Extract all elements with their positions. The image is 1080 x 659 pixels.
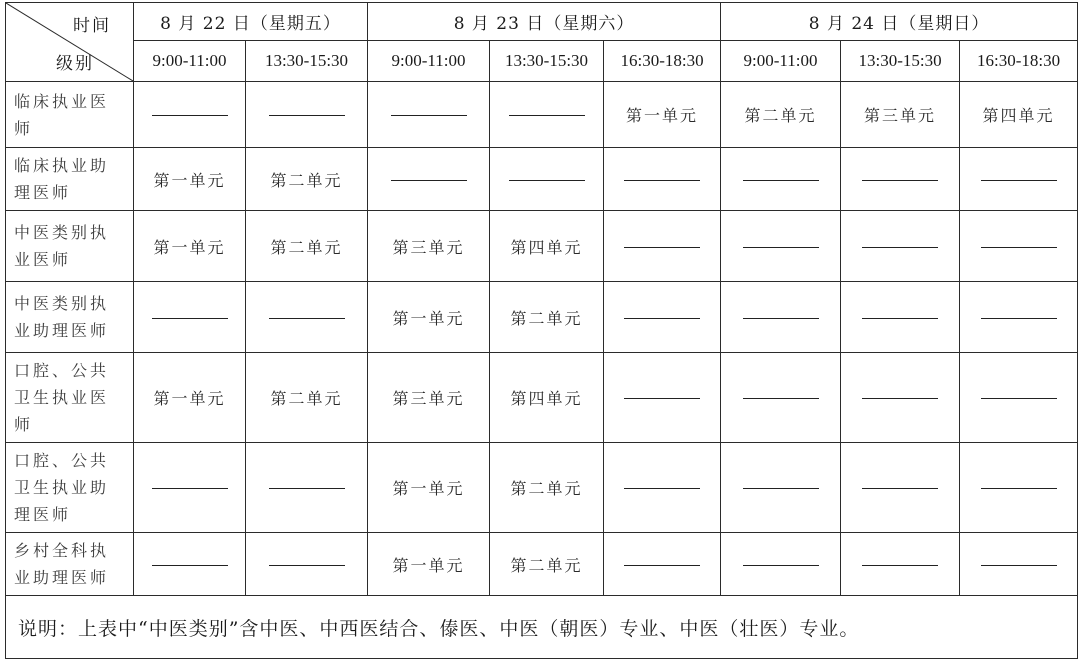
- no-session-dash: [743, 398, 819, 399]
- date-header-row: [6, 3, 1078, 41]
- empty-session-cell: [134, 82, 246, 148]
- empty-session-cell: [960, 353, 1078, 443]
- no-session-dash: [743, 565, 819, 566]
- session-cell: 第二单元: [490, 533, 604, 596]
- table-row: [6, 443, 1078, 533]
- no-session-dash: [743, 247, 819, 248]
- session-cell: 第四单元: [490, 353, 604, 443]
- table-row: [6, 533, 1078, 596]
- no-session-dash: [391, 180, 467, 181]
- empty-session-cell: [841, 443, 960, 533]
- table-row: [6, 211, 1078, 282]
- no-session-dash: [269, 115, 345, 116]
- note-text: 说明：上表中“中医类别”含中医、中西医结合、傣医、中医（朝医）专业、中医（壮医）专业。: [6, 596, 1078, 659]
- empty-session-cell: [960, 211, 1078, 282]
- no-session-dash: [624, 247, 700, 248]
- session-cell: 第二单元: [490, 282, 604, 353]
- empty-session-cell: [246, 282, 368, 353]
- level-cell: 中医类别执业医师: [6, 211, 134, 282]
- session-cell: 第二单元: [246, 211, 368, 282]
- level-cell: 临床执业医师: [6, 82, 134, 148]
- empty-session-cell: [368, 82, 490, 148]
- time-slot: 13:30-15:30: [841, 41, 960, 82]
- empty-session-cell: [960, 443, 1078, 533]
- corner-header: [6, 3, 134, 82]
- empty-session-cell: [721, 443, 841, 533]
- no-session-dash: [509, 180, 585, 181]
- no-session-dash: [269, 488, 345, 489]
- note-row: [6, 596, 1078, 659]
- time-slot: 9:00-11:00: [368, 41, 490, 82]
- no-session-dash: [269, 565, 345, 566]
- no-session-dash: [981, 318, 1057, 319]
- no-session-dash: [862, 180, 938, 181]
- empty-session-cell: [490, 82, 604, 148]
- empty-session-cell: [841, 211, 960, 282]
- corner-time-label: 时间: [73, 16, 111, 36]
- no-session-dash: [862, 565, 938, 566]
- no-session-dash: [981, 565, 1057, 566]
- table-row: [6, 282, 1078, 353]
- table-row: [6, 353, 1078, 443]
- session-cell: 第三单元: [841, 82, 960, 148]
- session-cell: 第二单元: [246, 353, 368, 443]
- no-session-dash: [862, 398, 938, 399]
- no-session-dash: [391, 115, 467, 116]
- level-cell: 中医类别执业助理医师: [6, 282, 134, 353]
- empty-session-cell: [960, 148, 1078, 211]
- empty-session-cell: [490, 148, 604, 211]
- empty-session-cell: [960, 533, 1078, 596]
- time-slot: 13:30-15:30: [490, 41, 604, 82]
- empty-session-cell: [721, 353, 841, 443]
- no-session-dash: [624, 565, 700, 566]
- no-session-dash: [624, 488, 700, 489]
- no-session-dash: [269, 318, 345, 319]
- session-cell: 第三单元: [368, 353, 490, 443]
- no-session-dash: [981, 247, 1057, 248]
- no-session-dash: [981, 398, 1057, 399]
- empty-session-cell: [604, 282, 721, 353]
- table-row: [6, 148, 1078, 211]
- empty-session-cell: [841, 353, 960, 443]
- session-cell: 第一单元: [368, 533, 490, 596]
- session-cell: 第一单元: [368, 282, 490, 353]
- empty-session-cell: [134, 282, 246, 353]
- time-slot: 9:00-11:00: [134, 41, 246, 82]
- no-session-dash: [743, 318, 819, 319]
- session-cell: 第二单元: [721, 82, 841, 148]
- empty-session-cell: [841, 148, 960, 211]
- date-header-aug24: 8 月 24 日（星期日）: [721, 3, 1078, 41]
- no-session-dash: [862, 488, 938, 489]
- empty-session-cell: [721, 282, 841, 353]
- session-cell: 第三单元: [368, 211, 490, 282]
- empty-session-cell: [960, 282, 1078, 353]
- session-cell: 第四单元: [490, 211, 604, 282]
- empty-session-cell: [841, 533, 960, 596]
- no-session-dash: [152, 115, 228, 116]
- empty-session-cell: [134, 443, 246, 533]
- date-header-aug22: 8 月 22 日（星期五）: [134, 3, 368, 41]
- no-session-dash: [152, 565, 228, 566]
- no-session-dash: [624, 180, 700, 181]
- empty-session-cell: [721, 148, 841, 211]
- empty-session-cell: [246, 533, 368, 596]
- level-cell: 口腔、公共卫生执业医师: [6, 353, 134, 443]
- time-slot: 13:30-15:30: [246, 41, 368, 82]
- empty-session-cell: [246, 82, 368, 148]
- empty-session-cell: [841, 282, 960, 353]
- session-cell: 第一单元: [604, 82, 721, 148]
- empty-session-cell: [721, 533, 841, 596]
- no-session-dash: [743, 180, 819, 181]
- corner-level-label: 级别: [56, 54, 94, 74]
- empty-session-cell: [604, 148, 721, 211]
- session-cell: 第四单元: [960, 82, 1078, 148]
- exam-schedule-table: [5, 2, 1078, 659]
- no-session-dash: [981, 488, 1057, 489]
- empty-session-cell: [246, 443, 368, 533]
- no-session-dash: [862, 247, 938, 248]
- level-cell: 口腔、公共卫生执业助理医师: [6, 443, 134, 533]
- empty-session-cell: [721, 211, 841, 282]
- session-cell: 第一单元: [368, 443, 490, 533]
- empty-session-cell: [604, 353, 721, 443]
- empty-session-cell: [368, 148, 490, 211]
- no-session-dash: [509, 115, 585, 116]
- session-cell: 第一单元: [134, 148, 246, 211]
- table-row: [6, 82, 1078, 148]
- session-cell: 第一单元: [134, 211, 246, 282]
- session-cell: 第一单元: [134, 353, 246, 443]
- empty-session-cell: [604, 443, 721, 533]
- no-session-dash: [862, 318, 938, 319]
- empty-session-cell: [134, 533, 246, 596]
- no-session-dash: [981, 180, 1057, 181]
- session-cell: 第二单元: [246, 148, 368, 211]
- no-session-dash: [152, 318, 228, 319]
- level-cell: 临床执业助理医师: [6, 148, 134, 211]
- level-cell: 乡村全科执业助理医师: [6, 533, 134, 596]
- time-slot: 16:30-18:30: [604, 41, 721, 82]
- date-header-aug23: 8 月 23 日（星期六）: [368, 3, 721, 41]
- time-slot: 16:30-18:30: [960, 41, 1078, 82]
- empty-session-cell: [604, 211, 721, 282]
- time-slot: 9:00-11:00: [721, 41, 841, 82]
- schedule-body: [6, 82, 1078, 596]
- no-session-dash: [152, 488, 228, 489]
- no-session-dash: [624, 318, 700, 319]
- time-slot-row: [6, 41, 1078, 82]
- session-cell: 第二单元: [490, 443, 604, 533]
- no-session-dash: [743, 488, 819, 489]
- empty-session-cell: [604, 533, 721, 596]
- no-session-dash: [624, 398, 700, 399]
